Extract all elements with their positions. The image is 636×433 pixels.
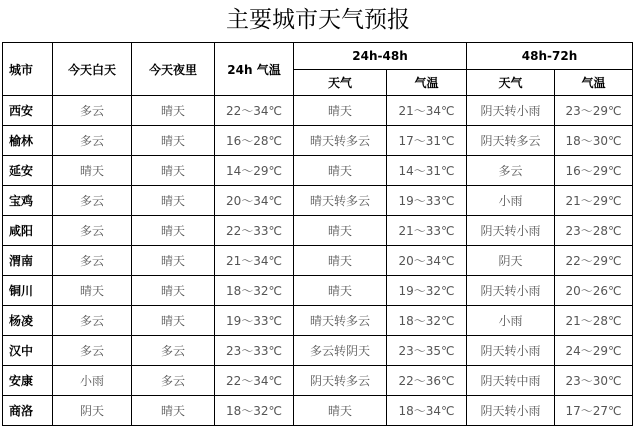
temp24-cell: 22～33℃ [215, 216, 294, 246]
temp48-cell: 20～34℃ [387, 246, 467, 276]
temp24-cell: 22～34℃ [215, 96, 294, 126]
weather72-cell: 阴天转小雨 [467, 276, 555, 306]
table-row [3, 126, 633, 156]
header-weather-48: 天气 [294, 70, 387, 96]
temp48-cell: 17～31℃ [387, 126, 467, 156]
header-temp24: 24h 气温 [215, 43, 294, 96]
weather48-cell: 阴天转多云 [294, 366, 387, 396]
night-weather-cell: 晴天 [132, 306, 215, 336]
temp72-cell: 23～29℃ [555, 96, 633, 126]
header-range-48-72: 48h-72h [467, 43, 633, 70]
city-cell: 汉中 [3, 336, 53, 366]
day-weather-cell: 多云 [53, 186, 132, 216]
weather48-cell: 晴天 [294, 96, 387, 126]
temp48-cell: 14～31℃ [387, 156, 467, 186]
temp48-cell: 19～33℃ [387, 186, 467, 216]
city-cell: 宝鸡 [3, 186, 53, 216]
night-weather-cell: 晴天 [132, 216, 215, 246]
table-row [3, 186, 633, 216]
weather72-cell: 阴天转中雨 [467, 366, 555, 396]
temp72-cell: 18～30℃ [555, 126, 633, 156]
weather72-cell: 阴天转小雨 [467, 336, 555, 366]
temp72-cell: 21～28℃ [555, 306, 633, 336]
weather72-cell: 小雨 [467, 306, 555, 336]
weather48-cell: 晴天 [294, 156, 387, 186]
night-weather-cell: 晴天 [132, 186, 215, 216]
day-weather-cell: 小雨 [53, 366, 132, 396]
weather72-cell: 小雨 [467, 186, 555, 216]
temp48-cell: 23～35℃ [387, 336, 467, 366]
weather48-cell: 晴天转多云 [294, 186, 387, 216]
temp48-cell: 21～34℃ [387, 96, 467, 126]
city-cell: 榆林 [3, 126, 53, 156]
table-row [3, 246, 633, 276]
weather48-cell: 晴天 [294, 246, 387, 276]
temp24-cell: 14～29℃ [215, 156, 294, 186]
day-weather-cell: 晴天 [53, 156, 132, 186]
header-temp-72: 气温 [555, 70, 633, 96]
page-title: 主要城市天气预报 [226, 7, 410, 33]
weather48-cell: 多云转阴天 [294, 336, 387, 366]
day-weather-cell: 多云 [53, 246, 132, 276]
table-row [3, 366, 633, 396]
night-weather-cell: 晴天 [132, 126, 215, 156]
temp48-cell: 22～36℃ [387, 366, 467, 396]
weather48-cell: 晴天 [294, 276, 387, 306]
temp24-cell: 20～34℃ [215, 186, 294, 216]
weather72-cell: 阴天转多云 [467, 126, 555, 156]
night-weather-cell: 晴天 [132, 276, 215, 306]
temp72-cell: 20～26℃ [555, 276, 633, 306]
day-weather-cell: 多云 [53, 306, 132, 336]
weather72-cell: 阴天转小雨 [467, 396, 555, 426]
weather72-cell: 多云 [467, 156, 555, 186]
header-night: 今天夜里 [132, 43, 215, 96]
weather72-cell: 阴天转小雨 [467, 96, 555, 126]
header-temp-48: 气温 [387, 70, 467, 96]
temp72-cell: 23～28℃ [555, 216, 633, 246]
temp48-cell: 18～34℃ [387, 396, 467, 426]
night-weather-cell: 晴天 [132, 156, 215, 186]
weather48-cell: 晴天 [294, 216, 387, 246]
table-row [3, 216, 633, 246]
temp24-cell: 22～34℃ [215, 366, 294, 396]
city-cell: 渭南 [3, 246, 53, 276]
temp72-cell: 23～30℃ [555, 366, 633, 396]
day-weather-cell: 多云 [53, 96, 132, 126]
temp72-cell: 16～29℃ [555, 156, 633, 186]
city-cell: 西安 [3, 96, 53, 126]
temp72-cell: 17～27℃ [555, 396, 633, 426]
day-weather-cell: 多云 [53, 126, 132, 156]
forecast-body [3, 96, 633, 426]
city-cell: 咸阳 [3, 216, 53, 246]
weather48-cell: 晴天转多云 [294, 306, 387, 336]
header-row-top [3, 43, 633, 70]
day-weather-cell: 多云 [53, 336, 132, 366]
weather48-cell: 晴天 [294, 396, 387, 426]
night-weather-cell: 多云 [132, 366, 215, 396]
night-weather-cell: 晴天 [132, 96, 215, 126]
temp72-cell: 24～29℃ [555, 336, 633, 366]
temp24-cell: 19～33℃ [215, 306, 294, 336]
header-range-24-48: 24h-48h [294, 43, 467, 70]
table-row [3, 156, 633, 186]
night-weather-cell: 多云 [132, 336, 215, 366]
header-weather-72: 天气 [467, 70, 555, 96]
table-row [3, 96, 633, 126]
day-weather-cell: 晴天 [53, 276, 132, 306]
table-row [3, 306, 633, 336]
city-cell: 商洛 [3, 396, 53, 426]
day-weather-cell: 阴天 [53, 396, 132, 426]
temp24-cell: 16～28℃ [215, 126, 294, 156]
weather72-cell: 阴天转小雨 [467, 216, 555, 246]
city-cell: 杨凌 [3, 306, 53, 336]
temp24-cell: 21～34℃ [215, 246, 294, 276]
weather72-cell: 阴天 [467, 246, 555, 276]
weather48-cell: 晴天转多云 [294, 126, 387, 156]
night-weather-cell: 晴天 [132, 396, 215, 426]
temp48-cell: 19～32℃ [387, 276, 467, 306]
table-row [3, 336, 633, 366]
temp72-cell: 21～29℃ [555, 186, 633, 216]
temp48-cell: 21～33℃ [387, 216, 467, 246]
city-cell: 安康 [3, 366, 53, 396]
table-row [3, 396, 633, 426]
city-cell: 延安 [3, 156, 53, 186]
temp48-cell: 18～32℃ [387, 306, 467, 336]
city-cell: 铜川 [3, 276, 53, 306]
header-city: 城市 [3, 43, 53, 96]
night-weather-cell: 晴天 [132, 246, 215, 276]
temp24-cell: 18～32℃ [215, 396, 294, 426]
temp72-cell: 22～29℃ [555, 246, 633, 276]
table-row [3, 276, 633, 306]
header-day: 今天白天 [53, 43, 132, 96]
day-weather-cell: 多云 [53, 216, 132, 246]
forecast-table [2, 42, 633, 426]
temp24-cell: 23～33℃ [215, 336, 294, 366]
temp24-cell: 18～32℃ [215, 276, 294, 306]
